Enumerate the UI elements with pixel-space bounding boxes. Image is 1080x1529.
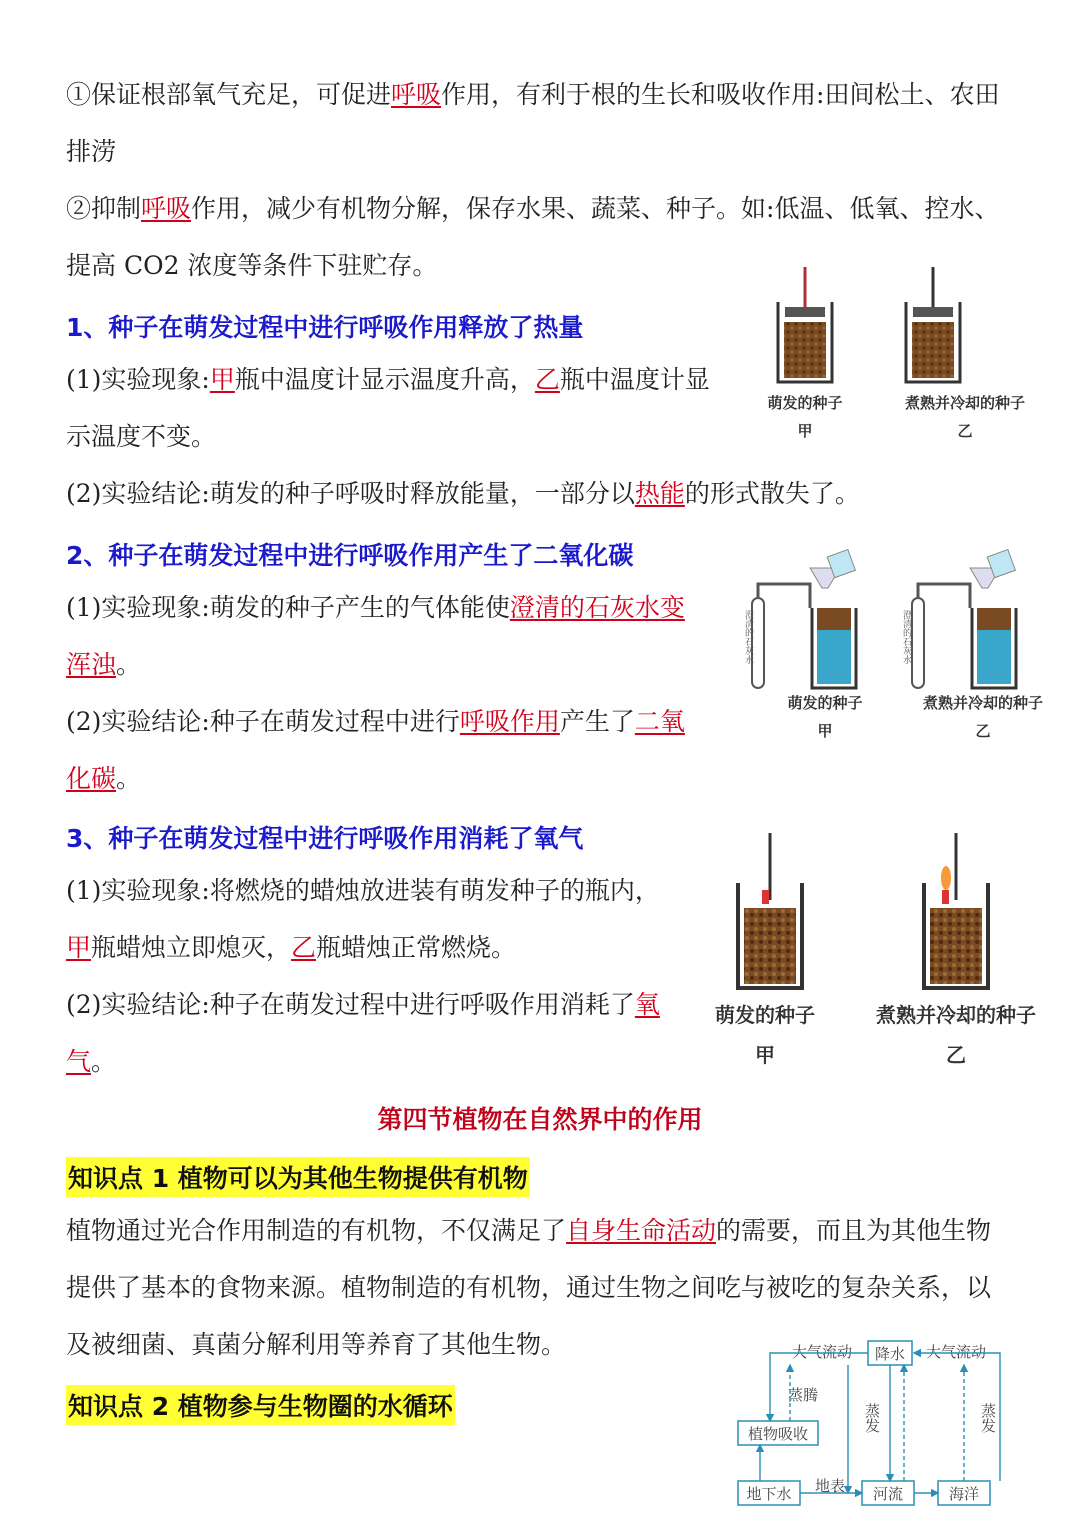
exp3-heading: 3、种子在萌发过程中进行呼吸作用消耗了氧气 [66,824,584,853]
label-surface: 地表 [814,1477,846,1495]
knowledge-point-2: 知识点 2 植物参与生物圈的水循环 [66,1385,455,1425]
label-evaporation-2: 蒸发 [979,1403,997,1433]
fig-label: 乙 [975,722,991,740]
section4-para-1: 植物通过光合作用制造的有机物，不仅满足了自身生命活动的需要，而且为其他生物 [66,1216,992,1245]
intro-line-4: 提高 CO2 浓度等条件下驻贮存。 [66,251,438,280]
label-evaporation-1: 蒸发 [863,1403,881,1433]
water-cycle-diagram [730,1335,1030,1520]
section-title: 第四节植物在自然界中的作用 [377,1105,703,1134]
exp3-observation-cont: 甲瓶蜡烛立即熄灭，乙瓶蜡烛正常燃烧。 [66,933,517,962]
exp1-heading: 1、种子在萌发过程中进行呼吸作用释放了热量 [66,313,584,342]
label-atmosphere-right: 大气流动 [925,1343,987,1361]
fig-label: 乙 [957,422,973,440]
exp2-figure [740,548,1070,743]
intro-line-2: 排涝 [66,137,117,166]
exp1-figure [750,262,1050,447]
label-atmosphere-left: 大气流动 [791,1343,853,1361]
exp3-conclusion: (2)实验结论:种子在萌发过程中进行呼吸作用消耗了氧 [66,990,660,1019]
label-transpiration: 蒸腾 [787,1386,819,1404]
fig-label: 甲 [817,722,833,740]
fig-label: 煮熟并冷却的种子 [876,1003,1036,1027]
tube-label: 澄清的石灰水 [901,610,911,664]
exp2-observation: (1)实验现象:萌发的种子产生的气体能使澄清的石灰水变 [66,593,685,622]
exp3-figure [700,828,1060,1073]
exp2-observation-cont: 浑浊。 [66,650,142,679]
box-river: 河流 [872,1485,904,1503]
tube-label: 澄清的石灰水 [743,610,753,664]
box-rain: 降水 [874,1345,906,1363]
intro-line-1: ①保证根部氧气充足，可促进呼吸作用，有利于根的生长和吸收作用:田间松土、农田 [66,80,1000,109]
answer-red: 呼吸 [141,194,192,223]
intro-line-3: ②抑制呼吸作用，减少有机物分解，保存水果、蔬菜、种子。如:低温、低氧、控水、 [66,194,1000,223]
knowledge-point-1: 知识点 1 植物可以为其他生物提供有机物 [66,1157,530,1197]
fig-label: 煮熟并冷却的种子 [922,694,1044,712]
fig-label: 甲 [797,422,813,440]
box-plant-absorb: 植物吸收 [747,1425,809,1443]
answer-red: 呼吸 [391,80,442,109]
box-groundwater: 地下水 [746,1485,792,1503]
exp2-heading: 2、种子在萌发过程中进行呼吸作用产生了二氧化碳 [66,541,634,570]
fig-label: 乙 [946,1043,966,1067]
exp2-conclusion-cont: 化碳。 [66,764,142,793]
box-ocean: 海洋 [948,1485,980,1503]
exp1-conclusion: (2)实验结论:萌发的种子呼吸时释放能量，一部分以热能的形式散失了。 [66,479,860,508]
fig-label: 萌发的种子 [767,394,843,412]
exp3-conclusion-cont: 气。 [66,1047,117,1076]
exp2-conclusion: (2)实验结论:种子在萌发过程中进行呼吸作用产生了二氧 [66,707,685,736]
section4-para-3: 及被细菌、真菌分解利用等养育了其他生物。 [66,1330,567,1359]
fig-label: 甲 [755,1043,775,1067]
fig-label: 煮熟并冷却的种子 [904,394,1026,412]
exp1-observation: (1)实验现象:甲瓶中温度计显示温度升高，乙瓶中温度计显 [66,365,710,394]
fig-label: 萌发的种子 [715,1003,815,1027]
section4-para-2: 提供了基本的食物来源。植物制造的有机物，通过生物之间吃与被吃的复杂关系，以 [66,1273,992,1302]
exp3-observation: (1)实验现象:将燃烧的蜡烛放进装有萌发种子的瓶内， [66,876,660,905]
fig-label: 萌发的种子 [787,694,863,712]
exp1-observation-cont: 示温度不变。 [66,422,217,451]
